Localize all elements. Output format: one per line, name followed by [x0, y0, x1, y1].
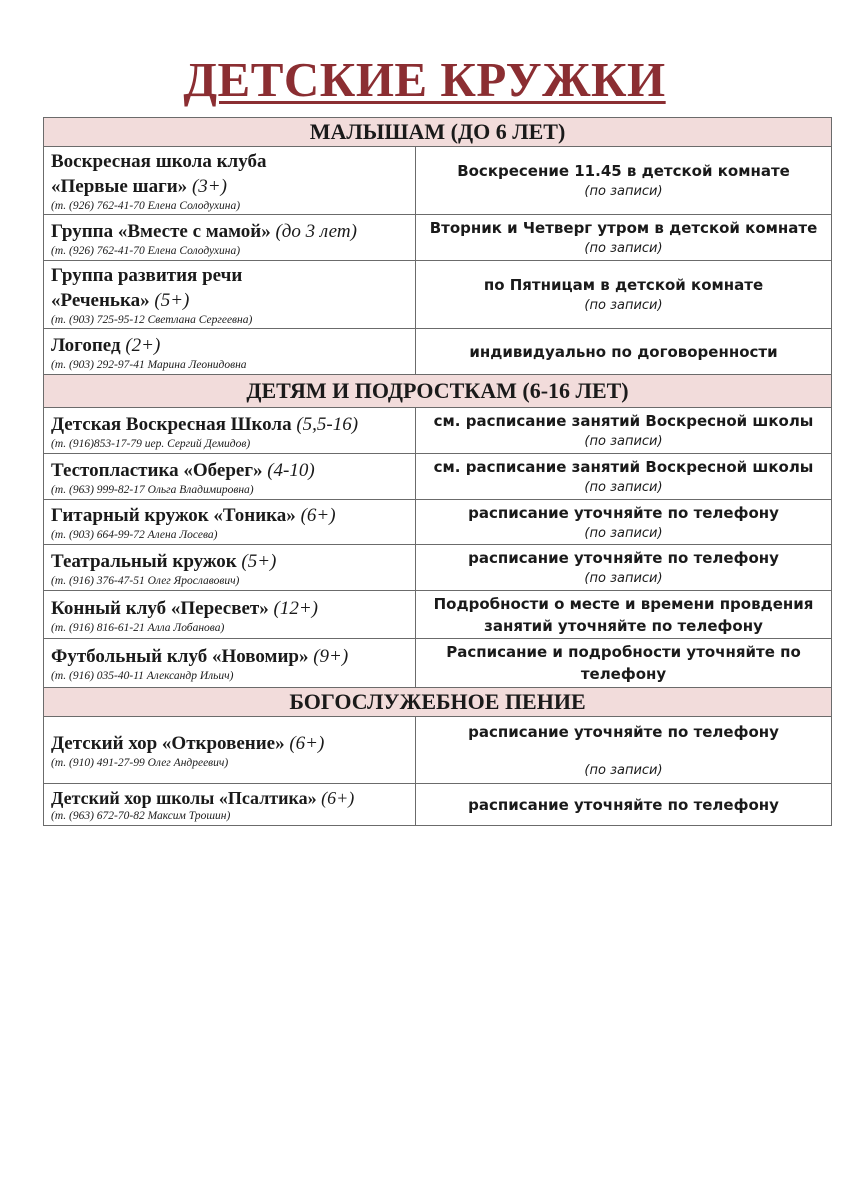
registration-note: (по записи)	[584, 298, 663, 313]
activity-cell	[44, 329, 416, 375]
age-label: (4-10)	[267, 459, 315, 481]
activity-name: Детский хор школы «Псалтика»	[51, 788, 317, 808]
contact-info: (т. (963) 999-82-17 Ольга Владимировна)	[51, 483, 254, 496]
page-title: ДЕТСКИЕ КРУЖКИ	[183, 52, 666, 107]
table-row	[44, 717, 832, 784]
section-header: БОГОСЛУЖЕБНОЕ ПЕНИЕ	[44, 688, 832, 717]
age-label: (6+)	[300, 505, 336, 526]
activity-name: Группа «Вместе с мамой»	[51, 220, 271, 242]
schedule-text: см. расписание занятий Воскресной школы	[433, 412, 814, 430]
schedule-cell	[416, 717, 832, 784]
activity-name: Конный клуб «Пересвет»	[51, 597, 269, 619]
section-header-row	[44, 688, 832, 717]
activity-cell	[44, 500, 416, 545]
activity-cell	[44, 261, 416, 329]
activity-name: Тестопластика «Оберег»	[51, 459, 263, 481]
table-row	[44, 261, 832, 329]
contact-info: (т. (903) 292-97-41 Марина Леонидовна	[51, 358, 247, 371]
contact-info: (т. (916) 035-40-11 Александр Ильич)	[51, 670, 234, 682]
registration-note: (по записи)	[584, 241, 663, 256]
schedule-text: см. расписание занятий Воскресной школы	[433, 458, 814, 476]
activity-cell	[44, 717, 416, 784]
activity-cell	[44, 639, 416, 688]
table-row	[44, 500, 832, 545]
contact-info: (т. (903) 725-95-12 Светлана Сергеевна)	[51, 314, 253, 326]
activity-cell	[44, 408, 416, 454]
schedule-text: Подробности о месте и времени провдения	[433, 594, 814, 613]
age-label: (6+)	[289, 733, 325, 754]
age-label: (5+)	[154, 290, 190, 311]
table-row	[44, 329, 832, 375]
table-row	[44, 591, 832, 639]
activity-name: «Первые шаги»	[51, 176, 188, 197]
section-header-row	[44, 375, 832, 408]
schedule-text: Воскресение 11.45 в детской комнате	[457, 162, 790, 180]
age-label: (6+)	[321, 788, 355, 808]
contact-info: (т. (910) 491-27-99 Олег Андреевич)	[51, 757, 229, 769]
age-label: (5+)	[241, 550, 277, 572]
schedule-table	[43, 117, 832, 826]
contact-info: (т. (903) 664-99-72 Алена Лосева)	[51, 529, 218, 541]
table-row	[44, 784, 832, 826]
schedule-cell	[416, 147, 832, 215]
table-row	[44, 454, 832, 500]
age-label: (до 3 лет)	[275, 220, 357, 242]
table-row	[44, 215, 832, 261]
table-row	[44, 545, 832, 591]
age-label: (5,5-16)	[296, 413, 359, 435]
schedule-cell	[416, 591, 832, 639]
contact-info: (т. (916)853-17-79 иер. Сергий Демидов)	[51, 437, 251, 450]
activity-cell	[44, 215, 416, 261]
section-header-row	[44, 118, 832, 147]
registration-note: (по записи)	[584, 571, 663, 586]
schedule-text: расписание уточняйте по телефону	[468, 795, 779, 814]
schedule-text: расписание уточняйте по телефону	[468, 549, 779, 567]
registration-note: (по записи)	[584, 184, 663, 199]
schedule-cell	[416, 545, 832, 591]
activity-cell	[44, 784, 416, 826]
section-header: МАЛЫШАМ (ДО 6 ЛЕТ)	[44, 118, 832, 147]
schedule-cell	[416, 500, 832, 545]
schedule-cell	[416, 639, 832, 688]
contact-info: (т. (916) 376-47-51 Олег Ярославович)	[51, 574, 240, 587]
age-label: (2+)	[125, 334, 161, 356]
schedule-text: телефону	[580, 665, 667, 683]
schedule-cell	[416, 329, 832, 375]
schedule-text: расписание уточняйте по телефону	[468, 722, 779, 741]
age-label: (12+)	[273, 597, 319, 619]
schedule-text: Вторник и Четверг утром в детской комнате	[429, 219, 818, 237]
table-row	[44, 639, 832, 688]
activity-name: «Реченька»	[51, 290, 150, 311]
schedule-cell	[416, 454, 832, 500]
contact-info: (т. (926) 762-41-70 Елена Солодухина)	[51, 200, 241, 212]
age-label: (9+)	[313, 646, 349, 667]
schedule-text: занятий уточняйте по телефону	[484, 616, 763, 635]
activity-name: Театральный кружок	[51, 550, 237, 572]
contact-info: (т. (916) 816-61-21 Алла Лобанова)	[51, 621, 225, 634]
schedule-cell	[416, 215, 832, 261]
schedule-text: Расписание и подробности уточняйте по	[446, 643, 801, 661]
schedule-cell	[416, 784, 832, 826]
activity-name: Логопед	[51, 334, 121, 356]
registration-note: (по записи)	[584, 480, 663, 495]
schedule-text: индивидуально по договоренности	[469, 342, 778, 361]
registration-note: (по записи)	[584, 434, 663, 449]
contact-info: (т. (963) 672-70-82 Максим Трошин)	[51, 810, 231, 822]
activity-name: Гитарный кружок «Тоника»	[51, 505, 296, 526]
table-row	[44, 408, 832, 454]
section-header: ДЕТЯМ И ПОДРОСТКАМ (6-16 ЛЕТ)	[44, 375, 832, 408]
activity-name: Группа развития речи	[51, 265, 243, 286]
age-label: (3+)	[191, 176, 227, 197]
activity-cell	[44, 591, 416, 639]
activity-name: Футбольный клуб «Новомир»	[51, 646, 309, 667]
activity-name: Детская Воскресная Школа	[51, 413, 292, 435]
schedule-text: по Пятницам в детской комнате	[483, 276, 764, 294]
activity-cell	[44, 454, 416, 500]
activity-name: Воскресная школа клуба	[51, 151, 267, 172]
schedule-text: расписание уточняйте по телефону	[468, 503, 779, 522]
schedule-cell	[416, 261, 832, 329]
activity-cell	[44, 147, 416, 215]
registration-note: (по записи)	[584, 525, 663, 541]
contact-info: (т. (926) 762-41-70 Елена Солодухина)	[51, 244, 241, 257]
registration-note: (по записи)	[584, 762, 663, 778]
schedule-cell	[416, 408, 832, 454]
table-row	[44, 147, 832, 215]
activity-cell	[44, 545, 416, 591]
activity-name: Детский хор «Откровение»	[51, 733, 285, 754]
